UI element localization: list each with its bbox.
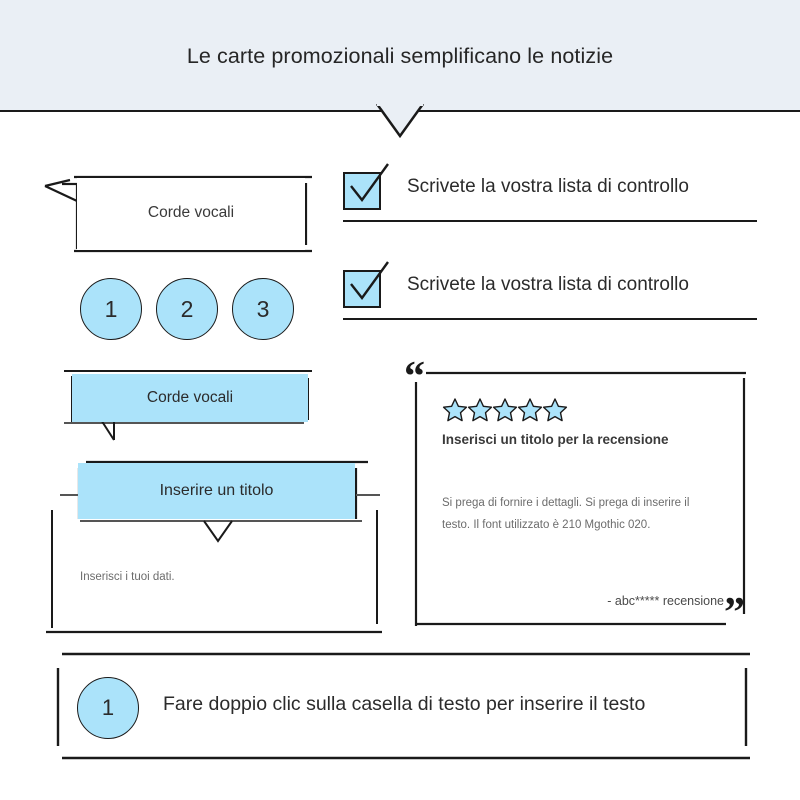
checklist-label-1: Scrivete la vostra lista di controllo	[407, 176, 689, 197]
review-body: Si prega di fornire i dettagli. Si prega di inserire il testo. Il font utilizzato è 210 Mgothic 020.	[442, 497, 690, 532]
title-bar-label: Inserire un titolo	[159, 482, 274, 499]
numbered-circle-row	[80, 278, 310, 346]
number-circle-2-label: 2	[180, 295, 194, 322]
number-circle-3[interactable]	[232, 278, 294, 340]
step-number-circle[interactable]	[77, 677, 139, 739]
number-circle-3-label: 3	[256, 295, 270, 322]
checklist-item-2[interactable]	[343, 268, 757, 328]
check-icon-2	[341, 254, 397, 310]
review-title: Inserisci un titolo per la recensione	[442, 432, 669, 447]
review-card[interactable]	[410, 372, 750, 630]
quote-open-icon: “	[404, 354, 425, 400]
body-placeholder-text: Inserisci i tuoi dati.	[80, 571, 175, 583]
number-circle-2[interactable]	[156, 278, 218, 340]
star-icon-4	[519, 399, 542, 421]
quote-close-icon: ”	[724, 590, 745, 636]
page-title: Le carte promozionali semplificano le notizie	[186, 44, 614, 68]
checklist-label-2: Scrivete la vostra lista di controllo	[407, 274, 689, 295]
star-icon-2	[469, 399, 492, 421]
checklist-divider-1	[343, 220, 757, 222]
number-circle-1-label: 1	[104, 295, 118, 322]
header-notch-icon	[375, 104, 425, 138]
number-circle-1[interactable]	[80, 278, 142, 340]
checklist-item-1[interactable]	[343, 170, 757, 230]
step-instruction-text: Fare doppio clic sulla casella di testo per inserire il testo	[163, 693, 646, 715]
step-banner[interactable]	[55, 655, 745, 755]
callout-box[interactable]	[77, 178, 305, 250]
star-icon-3	[494, 399, 517, 421]
star-rating[interactable]	[442, 397, 572, 425]
callout-label: Corde vocali	[147, 204, 235, 221]
checklist-divider-2	[343, 318, 757, 320]
blue-banner[interactable]	[72, 374, 308, 422]
check-icon-1	[341, 156, 397, 212]
step-number-label: 1	[101, 695, 115, 720]
review-attribution: - abc***** recensione	[607, 594, 724, 608]
star-icon-5	[544, 399, 567, 421]
title-bar[interactable]	[78, 463, 355, 519]
blue-banner-label: Corde vocali	[146, 389, 234, 406]
star-icon-1	[444, 399, 467, 421]
